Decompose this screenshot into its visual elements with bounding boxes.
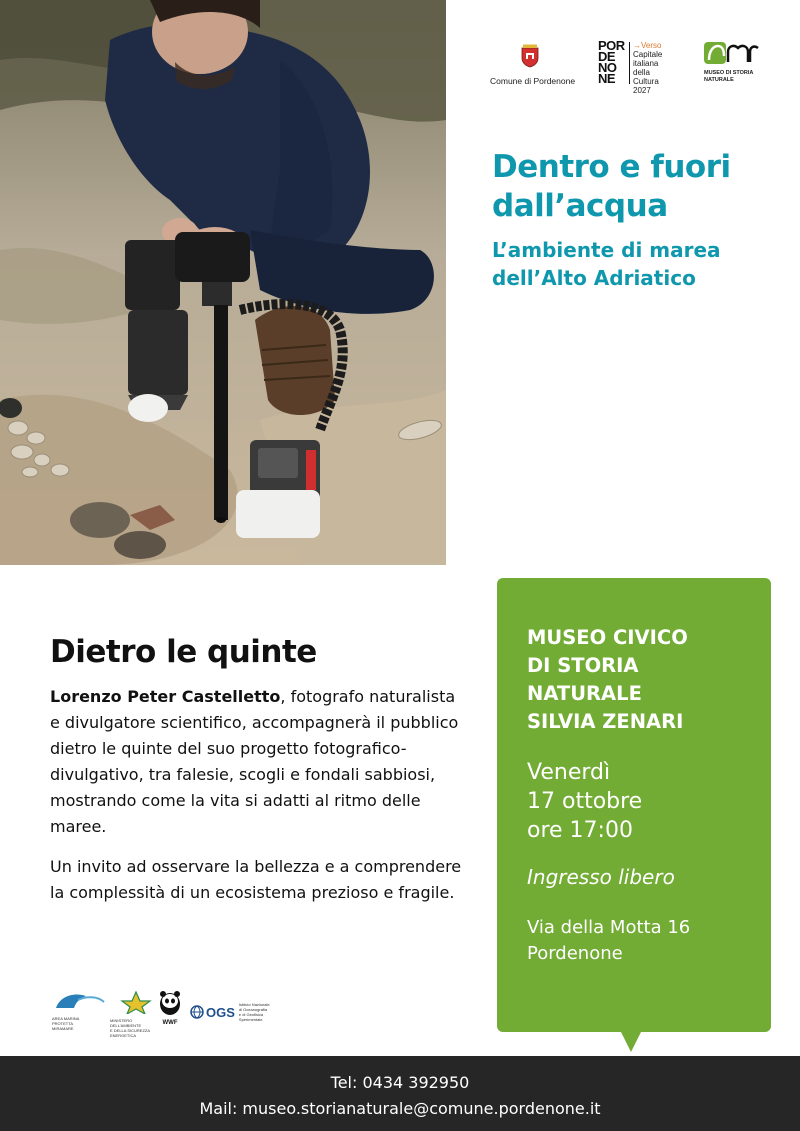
amp-text bbox=[52, 1016, 107, 1031]
description-paragraph-1 bbox=[50, 684, 470, 840]
footer-email[interactable]: Mail: museo.storianaturale@comune.pordenone.it bbox=[199, 1099, 601, 1118]
venue-name bbox=[527, 624, 763, 736]
main-title-line-2: dall’acqua bbox=[492, 188, 668, 224]
partner-logos bbox=[52, 990, 282, 1038]
museo-label bbox=[704, 70, 774, 83]
event-time: ore 17:00 bbox=[527, 818, 633, 843]
logo-bar bbox=[478, 38, 788, 94]
ministero-logo bbox=[110, 990, 162, 1038]
ogs-desc-line-4: Sperimentale bbox=[238, 1017, 263, 1022]
pn-line-3: NO bbox=[598, 60, 617, 75]
museo-label-line-1: MUSEO DI STORIA bbox=[704, 70, 754, 76]
author-name: Lorenzo Peter Castelletto bbox=[50, 687, 281, 706]
entry-info: Ingresso libero bbox=[527, 865, 675, 889]
capitale-line-5: Cultura bbox=[633, 77, 659, 86]
amp-line-1: AREA MARINA bbox=[52, 1016, 80, 1021]
author-description: , fotografo naturalista e divulgatore scientifico, accompagnerà il pubblico dietro le quinte del suo progetto fotografico-divulgativo, tra falesie, scogli e fondali sabbiosi, mostrando come la vita si adatti al ritmo delle maree. bbox=[50, 687, 459, 836]
capitale-line-3: italiana bbox=[633, 59, 659, 68]
ogs-desc-line-2: di Oceanografia bbox=[238, 1007, 268, 1012]
event-info-content bbox=[527, 624, 763, 967]
event-address bbox=[527, 915, 763, 967]
globe-icon bbox=[190, 1005, 204, 1019]
venue-line-3: NATURALE bbox=[527, 682, 642, 705]
venue-line-2: DI STORIA bbox=[527, 654, 639, 677]
ogs-mark bbox=[190, 1002, 270, 1022]
pn-line-1: POR bbox=[598, 38, 625, 53]
event-datetime bbox=[527, 758, 763, 845]
star-icon bbox=[110, 990, 162, 1014]
address-city: Pordenone bbox=[527, 943, 623, 964]
amp-miramare-logo bbox=[52, 990, 107, 1030]
amp-line-3: MIRAMARE bbox=[52, 1026, 74, 1031]
description-paragraph-2: Un invito ad osservare la bellezza e a comprendere la complessità di un ecosistema prezioso e fragile. bbox=[50, 857, 462, 902]
subtitle-line-2: dell’Alto Adriatico bbox=[492, 266, 696, 290]
title-block bbox=[492, 148, 792, 292]
comune-logo bbox=[490, 38, 576, 86]
main-title bbox=[492, 148, 792, 226]
event-info-card bbox=[497, 578, 771, 1032]
subtitle-line-1: L’ambiente di marea bbox=[492, 238, 721, 262]
pn-divider bbox=[629, 42, 630, 84]
event-day: Venerdì bbox=[527, 760, 611, 785]
panda-icon bbox=[158, 990, 182, 1016]
ministero-line-1: MINISTERO DELL’AMBIENTE bbox=[110, 1018, 142, 1028]
dolphin-icon bbox=[52, 990, 107, 1012]
section-title: Dietro le quinte bbox=[50, 634, 317, 670]
capitale-text bbox=[633, 41, 662, 95]
amp-line-2: PROTETTA bbox=[52, 1021, 74, 1026]
museo-mammoth-icon bbox=[704, 38, 760, 64]
ogs-logo bbox=[190, 990, 280, 1030]
comune-crest-icon bbox=[520, 44, 540, 68]
pordenone-wordmark bbox=[598, 40, 626, 84]
ogs-desc-line-1: Istituto Nazionale bbox=[238, 1002, 270, 1007]
pordenone-capitale-logo bbox=[598, 38, 708, 95]
museo-logo bbox=[704, 38, 774, 90]
capitale-line-4: della bbox=[633, 68, 650, 77]
museo-label-line-2: NATURALE bbox=[704, 76, 734, 83]
address-street: Via della Motta 16 bbox=[527, 917, 691, 938]
wwf-label: WWF bbox=[162, 1020, 178, 1026]
event-date: 17 ottobre bbox=[527, 789, 643, 814]
description-block bbox=[50, 632, 470, 906]
ogs-label: OGS bbox=[206, 1004, 235, 1020]
ministero-text bbox=[110, 1018, 162, 1038]
ministero-line-2: E DELLA SICUREZZA ENERGETICA bbox=[110, 1028, 150, 1038]
capitale-line-1: →Verso bbox=[633, 41, 662, 50]
ogs-desc bbox=[239, 1002, 270, 1022]
footer-phone[interactable]: Tel: 0434 392950 bbox=[330, 1073, 470, 1092]
venue-line-4: SILVIA ZENARI bbox=[527, 710, 684, 733]
venue-line-1: MUSEO CIVICO bbox=[527, 626, 688, 649]
ogs-desc-line-3: e di Geofisica bbox=[238, 1012, 264, 1017]
pn-line-2: DE bbox=[598, 49, 616, 64]
main-title-line-1: Dentro e fuori bbox=[492, 149, 731, 185]
capitale-line-6: 2027 bbox=[633, 86, 651, 95]
capitale-line-2: Capitale bbox=[633, 50, 663, 59]
photographer-illustration bbox=[0, 0, 446, 565]
comune-label: Comune di Pordenone bbox=[490, 76, 576, 86]
subtitle bbox=[492, 236, 792, 292]
wwf-logo bbox=[158, 990, 182, 1030]
pn-line-4: NE bbox=[598, 71, 616, 86]
contact-footer bbox=[0, 1056, 800, 1131]
hero-photo bbox=[0, 0, 446, 565]
